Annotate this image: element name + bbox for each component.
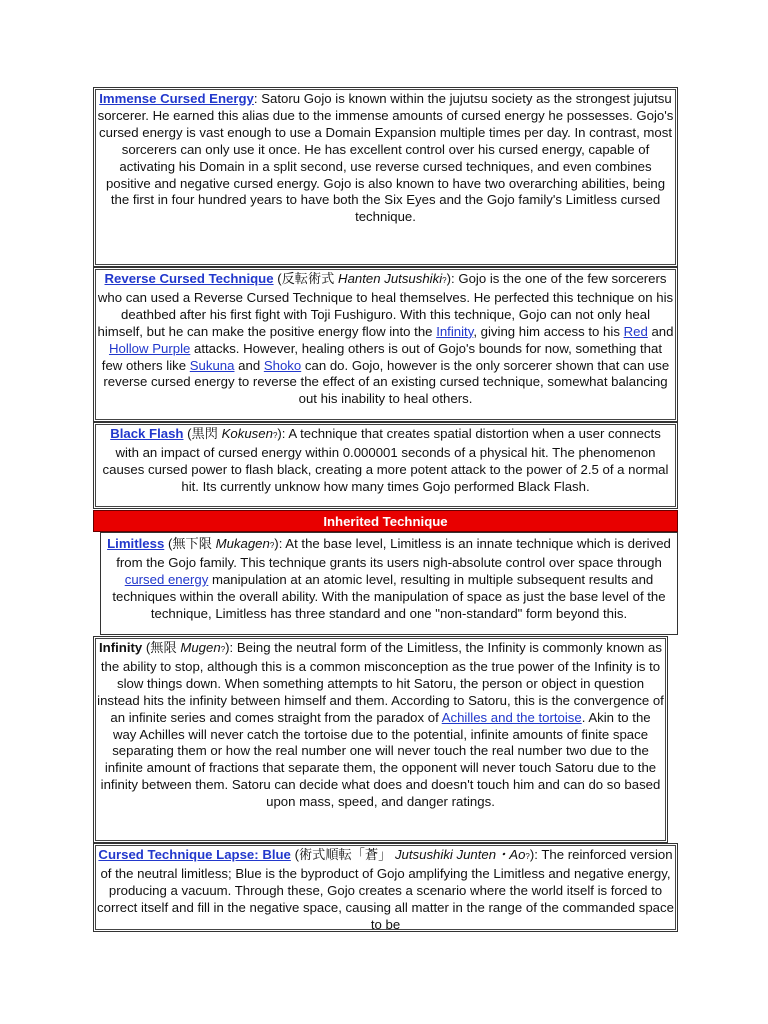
limitless-text-2: manipulation at an atomic level, resulting in multiple subsequent results and techniques within the overall ability. With the manipulation of space as just the base level of the technique, Limitless has three standard and one "non-standard" form beyond this. [112, 571, 666, 621]
reverse-text-5: and [234, 357, 264, 373]
inherited-technique-banner: Inherited Technique [93, 510, 678, 532]
infinity-title: Infinity [99, 640, 143, 655]
infinity-link[interactable]: Infinity [436, 323, 474, 339]
limitless-text-1: ): At the base level, Limitless is an innate technique which is derived from the Gojo family. This technique grants its users nigh-absolute control over space through [116, 536, 671, 570]
blue-romaji: Jutsushiki Junten・Ao [394, 847, 526, 862]
limitless-link[interactable]: Limitless [107, 536, 165, 551]
reverse-romaji: Hanten Jutsushiki [338, 271, 443, 286]
blue-kanji: (術式順転「蒼」 [290, 847, 395, 862]
document [93, 87, 678, 932]
reverse-text-3: and [647, 323, 674, 339]
blue-text: ): The reinforced version of the neutral limitless; Blue is the byproduct of Gojo amplifying the Limitless and negative energy, producing a vacuum. Through these, Gojo creates a scenario where the world itself is forced to correct itself and fill in the negative space, causing all matter in the range of the commanded space to be [97, 847, 674, 932]
limitless-kanji: (無下限 [164, 536, 216, 551]
blackflash-text: ): A technique that creates spatial distortion when a user connects with an impact of cursed energy within 0.000001 seconds of a physical hit. The phenomenon causes cursed power to flash black, creating a more potent attack to the power of 2.5 of a normal hit. Its currently unknow how many times Gojo performed Black Flash. [102, 426, 669, 494]
achilles-tortoise-link[interactable]: Achilles and the tortoise [441, 709, 582, 725]
infinity-cell [93, 636, 668, 843]
cursed-technique-lapse-blue-link[interactable]: Cursed Technique Lapse: Blue [98, 847, 291, 862]
reverse-cursed-technique-link[interactable]: Reverse Cursed Technique [104, 271, 274, 286]
infinity-sup: ? [220, 645, 226, 654]
infinity-text-1: ): Being the neutral form of the Limitless, the Infinity is commonly known as the ability to stop, although this is a common misconception as the true power of the Infinity is to slow things down. When something attempts to hit Satoru, the person or object in question instead hits the infinity between himself and them. According to Satoru, this is the convergence of an infinite series and comes straight from the paradox of [97, 640, 664, 725]
blackflash-romaji: Kokusen [221, 426, 273, 441]
immense-cursed-energy-link[interactable]: Immense Cursed Energy [99, 91, 254, 106]
limitless-sup: ? [269, 541, 275, 550]
black-flash-link[interactable]: Black Flash [110, 426, 184, 441]
immense-cursed-energy-cell [93, 87, 678, 267]
reverse-kanji: (反転術式 [273, 271, 339, 286]
cursed-technique-lapse-blue-cell [93, 843, 678, 932]
black-flash-cell [93, 422, 678, 509]
reverse-sup: ? [442, 276, 447, 285]
reverse-text-6: can do. Gojo, however is the only sorcerer shown that can use reverse cursed energy to reverse the effect of an existing cursed technique, somewhat balancing out his inability to heal others. [103, 357, 670, 407]
sukuna-link[interactable]: Sukuna [189, 357, 235, 373]
reverse-cursed-technique-cell [93, 267, 678, 422]
infinity-romaji: Mugen [180, 640, 221, 655]
blue-sup: ? [525, 852, 530, 861]
infinity-text-2: . Akin to the way Achilles will never catch the tortoise due to the potential, infinite amounts of finite space separating them or how the real number one will never touch the real number two due to the infinite amount of fractions that separate them, the opponent will never touch Satoru due to the infinity between them. Satoru can decide what does and doesn't touch him and can do so based upon mass, speed, and danger ratings. [100, 709, 661, 810]
immense-text: : Satoru Gojo is known within the jujutsu society as the strongest jujutsu sorcerer. He earned this alias due to the immense amounts of cursed energy he possesses. Gojo's cursed energy is vast enough to use a Domain Expansion multiple times per day. In contrast, most sorcerers can only use it once. He has excellent control over his cursed energy, capable of activating his Domain in a split second, use reverse cursed techniques, and even combines positive and negative cursed energy. Gojo is also known to have two overarching abilities, being the first in four hundred years to have both the Six Eyes and the Gojo family's Limitless cursed technique. [97, 91, 674, 225]
reverse-text-1: ): Gojo is the one of the few sorcerers who can used a Reverse Cursed Technique to heal themselves. He perfected this technique on his deathbed after his first fight with Toji Fushiguro. With this technique, Gojo can not only heal himself, but he can make the positive energy flow into the [97, 271, 674, 339]
hollow-purple-link[interactable]: Hollow Purple [108, 340, 191, 356]
blackflash-kanji: (黒閃 [183, 426, 222, 441]
cursed-energy-link[interactable]: cursed energy [124, 571, 209, 587]
shoko-link[interactable]: Shoko [263, 357, 302, 373]
limitless-cell [100, 532, 678, 635]
blackflash-sup: ? [272, 431, 278, 440]
limitless-romaji: Mukagen [215, 536, 270, 551]
reverse-text-2: , giving him access to his [473, 323, 624, 339]
red-link[interactable]: Red [623, 323, 648, 339]
infinity-kanji: (無限 [142, 640, 181, 655]
reverse-text-4: attacks. However, healing others is out of Gojo's bounds for now, something that few others like [101, 340, 663, 373]
